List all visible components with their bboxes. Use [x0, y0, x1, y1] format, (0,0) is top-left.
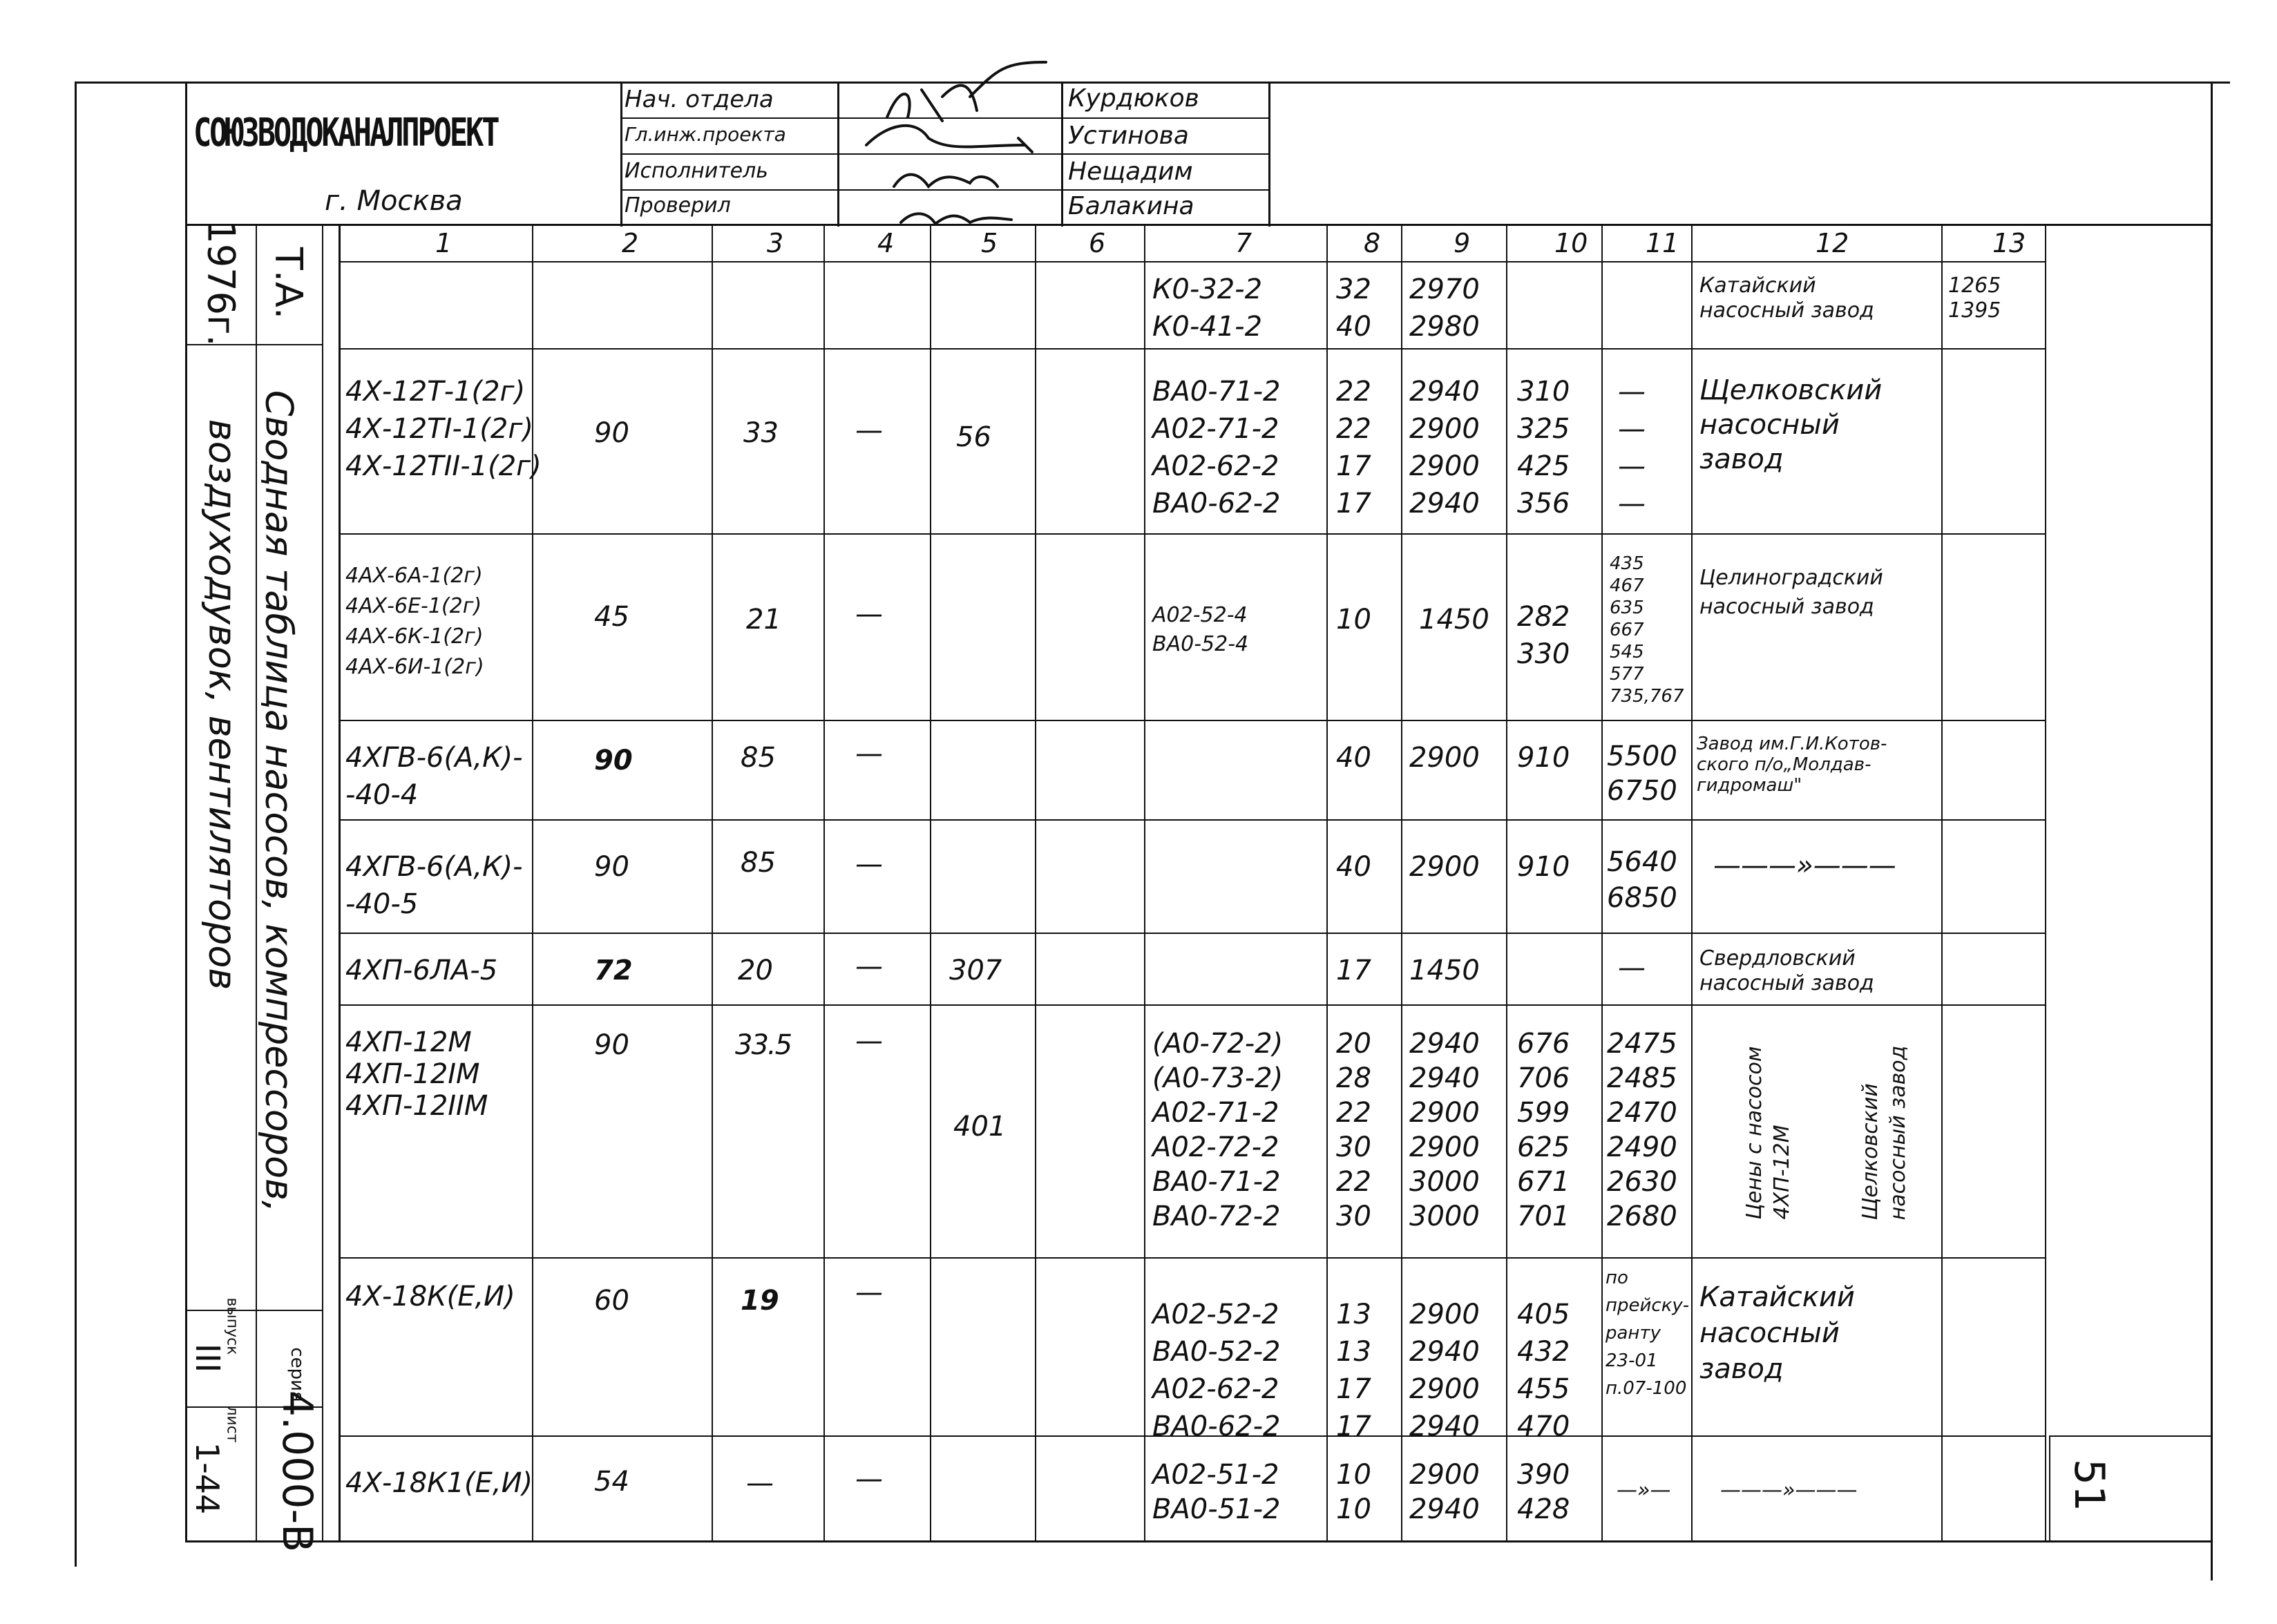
r4-c11: 5500 6750	[1607, 741, 1677, 807]
r7-price-note: Цены с насосом 4ХП-12М	[1742, 1046, 1794, 1220]
r3-c4: —	[855, 598, 883, 630]
r3-power: 10	[1336, 604, 1371, 636]
r7-c10: 676 706 599 625 671 701	[1517, 1028, 1570, 1232]
r2-c5: 56	[956, 421, 991, 453]
organization-name: СОЮЗВОДОКАНАЛПРОЕКТ	[193, 111, 498, 155]
name-neshchadim: Нещадим	[1068, 157, 1193, 186]
signature-1	[887, 62, 1046, 121]
r4-manufacturer: Завод им.Г.И.Котов- ского п/о„Молдав- гидромаш"	[1697, 734, 1887, 796]
r2-c4: —	[855, 414, 883, 446]
r9-power: 10 10	[1336, 1459, 1371, 1525]
title-line-1: Сводная таблица насосов, компрессоров,	[257, 390, 301, 1213]
signatures-graphic	[839, 55, 1061, 228]
r7-power: 20 28 22 30 22 30	[1336, 1028, 1371, 1232]
page-number: 51	[2065, 1458, 2113, 1512]
r7-c3: 33.5	[735, 1029, 792, 1061]
role-checked: Проверил	[625, 193, 731, 218]
r8-rpm: 2900 2940 2900 2940	[1409, 1299, 1480, 1442]
r9-c2: 54	[594, 1466, 629, 1498]
r2-manufacturer: Щелковский насосный завод	[1699, 374, 1883, 475]
issue-label: выпуск	[223, 1297, 241, 1355]
title-line-2: воздуходувок, вентиляторов	[200, 419, 245, 991]
r8-c10: 405 432 455 470	[1517, 1299, 1570, 1442]
r7-manufacturer: Щелковский насосный завод	[1858, 1045, 1910, 1221]
r9-c4: —	[855, 1463, 883, 1495]
issue-number: III	[188, 1343, 227, 1373]
r4-c10: 910	[1517, 742, 1570, 774]
r5-c2: 90	[594, 851, 629, 883]
r8-pump: 4Х-18К(Е,И)	[345, 1281, 515, 1312]
r3-rpm: 1450	[1419, 604, 1489, 636]
r4-c2: 90	[594, 745, 633, 776]
r5-pump: 4ХГВ-6(А,К)- -40-5	[345, 851, 523, 920]
r5-c4: —	[855, 848, 883, 880]
signature-3	[894, 175, 998, 187]
series-label: серия	[287, 1347, 307, 1402]
r8-motor: А02-52-2 ВА0-52-2 А02-62-2 ВА0-62-2	[1152, 1299, 1281, 1442]
r6-pump: 4ХП-6ЛА-5	[345, 955, 498, 986]
r6-manufacturer: Свердловский насосный завод	[1699, 946, 1874, 995]
r2-c10: 310 325 425 356	[1517, 376, 1570, 519]
name-kurdyukov: Курдюков	[1068, 84, 1199, 113]
r6-power: 17	[1336, 955, 1371, 986]
r4-power: 40	[1336, 742, 1371, 774]
r5-power: 40	[1336, 851, 1371, 883]
r8-c4: —	[855, 1277, 883, 1308]
r5-c11: 5640 6850	[1607, 846, 1677, 914]
r5-c3: 85	[741, 847, 776, 879]
r7-motor: (А0-72-2) (А0-73-2) А02-71-2 А02-72-2 ВА0-71-2 ВА0-72-2	[1152, 1028, 1284, 1232]
r3-c2: 45	[594, 601, 629, 633]
r3-motor: А02-52-4 ВА0-52-4	[1152, 603, 1249, 656]
r7-c4: —	[855, 1025, 883, 1057]
r7-rpm: 2940 2940 2900 2900 3000 3000	[1409, 1028, 1480, 1232]
r1-rpm: 2970 2980	[1409, 274, 1480, 343]
r1-price: 1265 1395	[1948, 274, 2001, 323]
r4-c4: —	[855, 738, 883, 770]
r4-c3: 85	[741, 742, 776, 774]
r5-rpm: 2900	[1409, 851, 1480, 883]
r1-manufacturer: Катайский насосный завод	[1699, 274, 1874, 323]
top-frame-line	[75, 82, 2230, 84]
r3-c10: 282 330	[1517, 601, 1570, 670]
r2-c3: 33	[743, 417, 779, 449]
r9-manufacturer-ditto: ———»———	[1720, 1478, 1858, 1502]
sheet-label: лист	[223, 1406, 241, 1443]
r7-c2: 90	[594, 1029, 629, 1061]
right-frame-line	[2211, 82, 2213, 1580]
r3-c11: 435 467 635 667 545 577 735,767	[1610, 553, 1684, 707]
r9-motor: А02-51-2 ВА0-51-2	[1152, 1459, 1281, 1525]
r4-rpm: 2900	[1409, 742, 1480, 774]
signature-2	[866, 126, 1032, 152]
year-label: 1976г.	[199, 220, 243, 347]
role-head-of-department: Нач. отдела	[625, 86, 774, 113]
name-ustinova: Устинова	[1068, 122, 1189, 150]
r3-pump: 4АХ-6А-1(2г) 4АХ-6Е-1(2г) 4АХ-6К-1(2г) 4АХ-6И-1(2г)	[345, 564, 484, 679]
left-frame-line	[75, 82, 77, 1567]
r8-c3: 19	[741, 1285, 779, 1317]
r9-c3: —	[746, 1467, 774, 1499]
r6-c5: 307	[949, 955, 1002, 986]
r8-c11: по прейску- ранту 23-01 п.07-100	[1606, 1268, 1690, 1399]
r8-power: 13 13 17 17	[1336, 1299, 1371, 1442]
r5-c10: 910	[1517, 851, 1570, 883]
r9-rpm: 2900 2940	[1409, 1459, 1480, 1525]
r2-c2: 90	[594, 417, 629, 449]
r8-manufacturer: Катайский насосный завод	[1699, 1281, 1855, 1385]
document-page: СОЮЗВОДОКАНАЛПРОЕКТ г. Москва Нач. отдела Гл.инж.проекта Исполнитель Проверил Курдюков Устинова Нещадим Балакина 1976г. Т.А. Сводная таблица насосов, компрессоров, воздуходувок, вентиляторов серия 4.000-В выпуск III лист 1-44 1 2 3 4 5 6 7 8 9 10 11 12 13 К0-32-2 К0-41-2 32 40 2970 2980 Катайский насосный завод 1265 1395 4Х-12Т-1(2г) 4Х-12ТI-1(2г) 4Х-12ТII-1(2г) 90 33 — 56 ВА0-71-2 А02-71-2 А02-62-2 ВА0-62-2 22 22 17 17 2940 2900 2900 2940 310 325 425 356 — — — — Щелковский насосный завод 4АХ-6А-1(2г) 4АХ-6Е-1(2г) 4АХ-6К-1(2г) 4АХ-6И-1(2г) 45 21 — А02-52-4 ВА0-52-4 10 1450 282 330 435 467 635 667 545 577 735,767 Целиноградский насосный завод 4ХГВ-6(А,К)- -40-4 90 85 — 40 2900 910 5500 6750 Завод им.Г.И.Котов- ского п/о„Молдав- гидромаш" 4ХГВ-6(А,К)- -40-5 90 85 — 40 2900 910 5640 6850 ———»——— 4ХП-6ЛА-5 72 20 — 307 17 1450 — Свердловский насосный завод 4ХП-12М 4ХП-12IМ 4ХП-12IIМ 90 33.5 — 401 (А0-72-2) (А0-73-2) А02-71-2 А02-72-2 ВА0-71-2 ВА0-72-2 20 28 22 30 22 30 2940 2940 2900 2900 3000 3000 676 706 599 625 671 701 2475 2485 2470 2490 2630 2680 Цены с насосом 4ХП-12М Щелковский насосный завод 4Х-18К(Е,И) 60 19 — А02-52-2 ВА0-52-2 А02-62-2 ВА0-62-2 13 13 17 17 2900 2940 2900 2940 405 432 455 470 по прейску- ранту 23-01 п.07-100 Катайский насосный завод 4Х-18К1(Е,И) 54 — — А02-51-2 ВА0-51-2 10 10 2900 2940 390 428 —»— ———»——— 51	[0, 0, 2277, 1624]
signature-4	[901, 213, 1011, 224]
role-chief-engineer: Гл.инж.проекта	[625, 123, 786, 146]
r6-c11: —	[1618, 952, 1646, 984]
r3-c3: 21	[746, 604, 781, 636]
role-executor: Исполнитель	[625, 159, 768, 183]
r2-rpm: 2940 2900 2900 2940	[1409, 376, 1480, 519]
r7-c5: 401	[953, 1111, 1007, 1143]
r2-c11: — — — —	[1618, 376, 1646, 519]
r2-pump: 4Х-12Т-1(2г) 4Х-12ТI-1(2г) 4Х-12ТII-1(2г)	[345, 376, 542, 482]
r2-motor: ВА0-71-2 А02-71-2 А02-62-2 ВА0-62-2	[1152, 376, 1281, 519]
r7-pump: 4ХП-12М 4ХП-12IМ 4ХП-12IIМ	[345, 1026, 488, 1122]
r4-pump: 4ХГВ-6(А,К)- -40-4	[345, 742, 523, 811]
r5-manufacturer-ditto: ———»———	[1713, 850, 1896, 881]
r3-manufacturer: Целиноградский насосный завод	[1699, 566, 1883, 619]
city-label: г. Москва	[325, 185, 463, 217]
r6-c2: 72	[594, 955, 633, 986]
r8-c2: 60	[594, 1285, 629, 1317]
r9-c11-ditto: —»—	[1617, 1478, 1671, 1502]
r6-c4: —	[855, 950, 883, 982]
r9-pump: 4Х-18К1(Е,И)	[345, 1467, 533, 1499]
sheet-number: 1-44	[189, 1442, 226, 1515]
r7-c11: 2475 2485 2470 2490 2630 2680	[1607, 1028, 1677, 1232]
code-label: Т.А.	[267, 247, 311, 320]
r9-c10: 390 428	[1517, 1459, 1570, 1525]
r2-power: 22 22 17 17	[1336, 376, 1371, 519]
r6-c3: 20	[738, 955, 773, 986]
series-number: 4.000-В	[273, 1390, 321, 1553]
name-balakina: Балакина	[1068, 192, 1194, 220]
r1-motor: К0-32-2 К0-41-2	[1152, 274, 1263, 343]
r1-power: 32 40	[1336, 274, 1371, 343]
r6-rpm: 1450	[1409, 955, 1480, 986]
